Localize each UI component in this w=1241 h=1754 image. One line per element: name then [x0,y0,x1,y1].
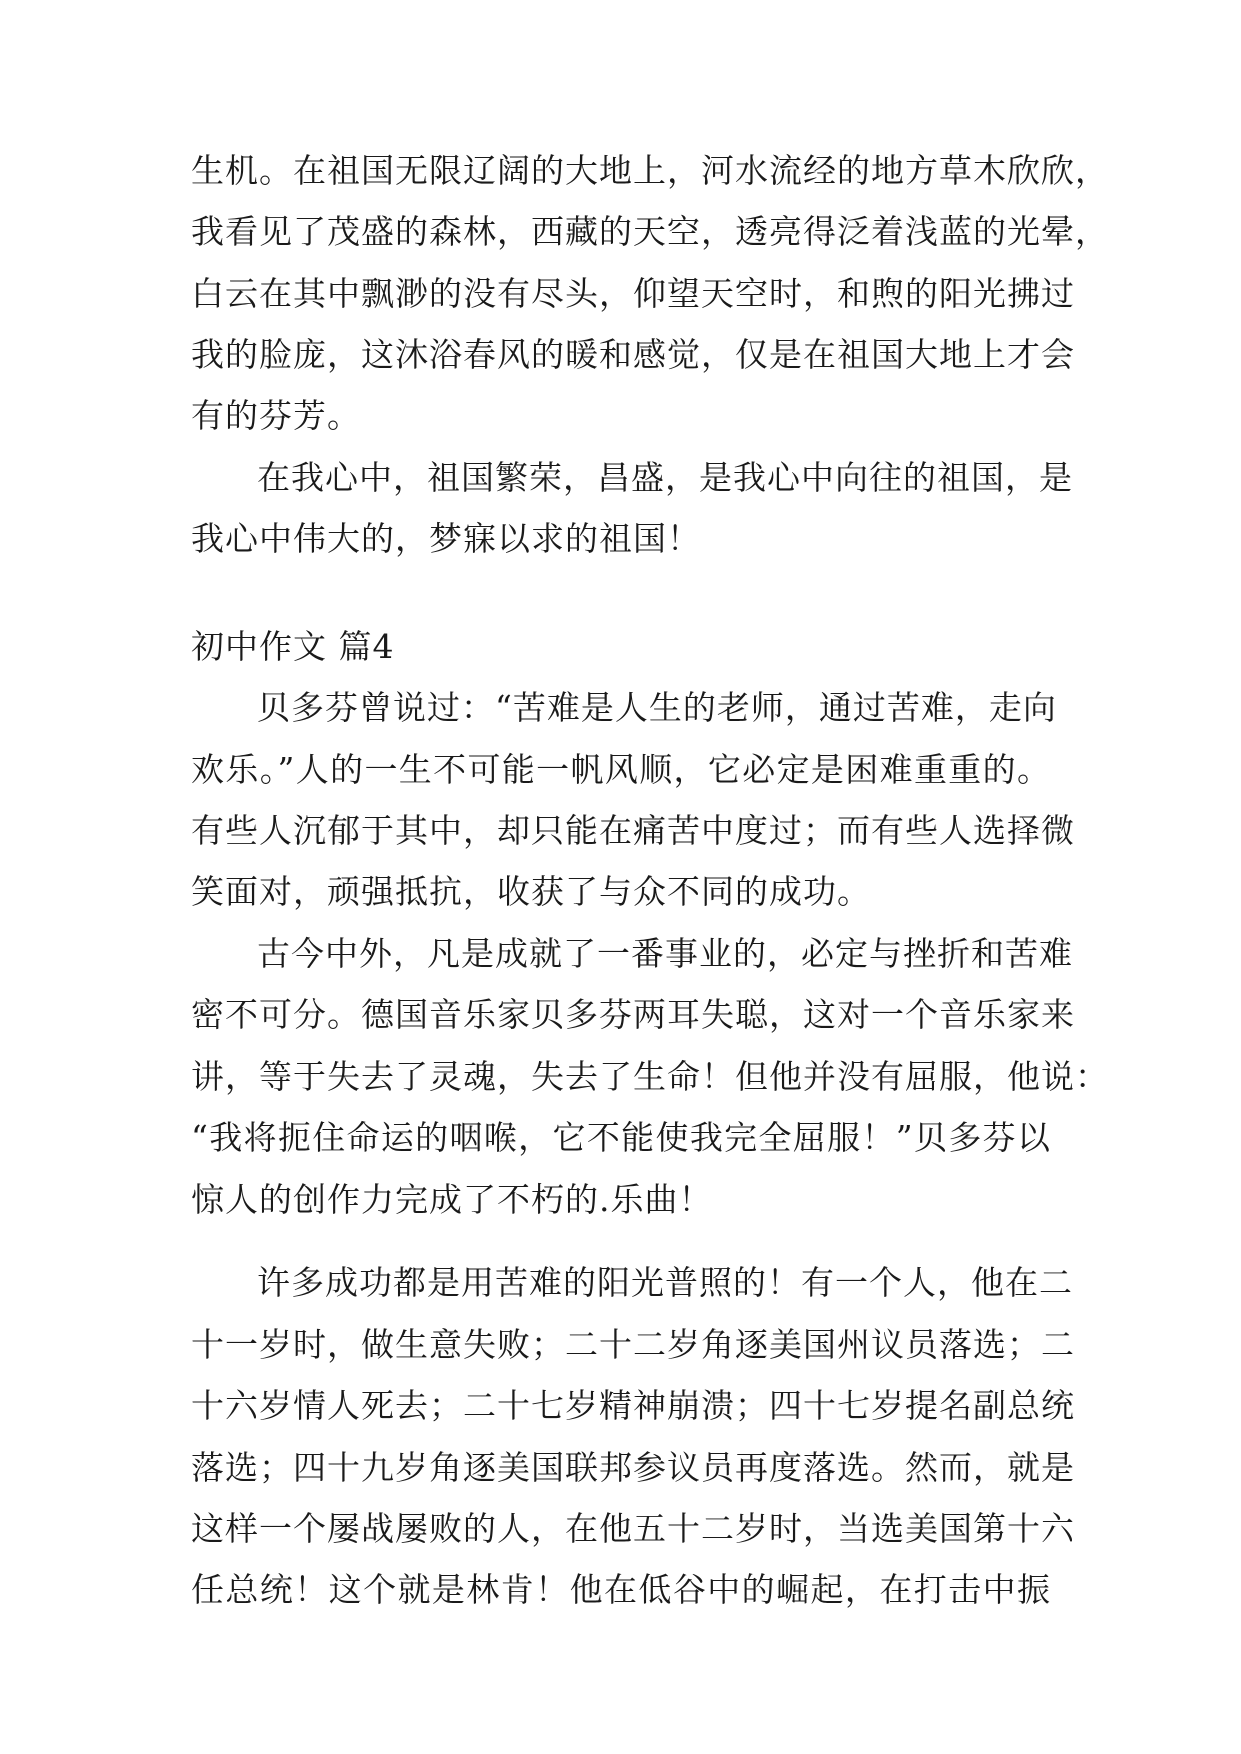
section-title: 初中作文 篇4 [191,627,395,666]
paragraph-line: 有的芬芳。 [191,396,361,435]
paragraph-line: 在我心中，祖国繁荣，昌盛，是我心中向往的祖国，是 [257,458,1073,497]
paragraph-line: 古今中外，凡是成就了一番事业的，必定与挫折和苦难 [257,934,1073,973]
paragraph-line: 欢乐。”人的一生不可能一帆风顺，它必定是困难重重的。 [191,750,1051,789]
paragraph-line: 我的脸庞，这沐浴春风的暖和感觉，仅是在祖国大地上才会 [191,335,1075,374]
paragraph-line: 我心中伟大的，梦寐以求的祖国！ [191,519,701,558]
paragraph-line: 惊人的创作力完成了不朽的.乐曲！ [191,1180,713,1219]
paragraph-line: 十六岁情人死去；二十七岁精神崩溃；四十七岁提名副总统 [191,1386,1075,1425]
paragraph-line: 贝多芬曾说过：“苦难是人生的老师，通过苦难，走向 [257,688,1057,727]
paragraph-line: 任总统！这个就是林肯！他在低谷中的崛起，在打击中振 [191,1570,1051,1609]
paragraph-line: 生机。在祖国无限辽阔的大地上，河水流经的地方草木欣欣， [191,151,1109,190]
paragraph-line: 落选；四十九岁角逐美国联邦参议员再度落选。然而，就是 [191,1448,1075,1487]
paragraph-line: 我看见了茂盛的森林，西藏的天空，透亮得泛着浅蓝的光晕， [191,212,1109,251]
paragraph-line: “我将扼住命运的咽喉，它不能使我完全屈服！”贝多芬以 [191,1118,1051,1157]
paragraph-line: 讲，等于失去了灵魂，失去了生命！但他并没有屈服，他说： [191,1057,1109,1096]
paragraph-line: 密不可分。德国音乐家贝多芬两耳失聪，这对一个音乐家来 [191,995,1075,1034]
paragraph-line: 许多成功都是用苦难的阳光普照的！有一个人，他在二 [257,1263,1073,1302]
paragraph-line: 有些人沉郁于其中，却只能在痛苦中度过；而有些人选择微 [191,811,1075,850]
paragraph-line: 十一岁时，做生意失败；二十二岁角逐美国州议员落选；二 [191,1325,1075,1364]
paragraph-line: 白云在其中飘渺的没有尽头，仰望天空时，和煦的阳光拂过 [191,274,1075,313]
paragraph-line: 这样一个屡战屡败的人，在他五十二岁时，当选美国第十六 [191,1509,1075,1548]
paragraph-line: 笑面对，顽强抵抗，收获了与众不同的成功。 [191,872,871,911]
